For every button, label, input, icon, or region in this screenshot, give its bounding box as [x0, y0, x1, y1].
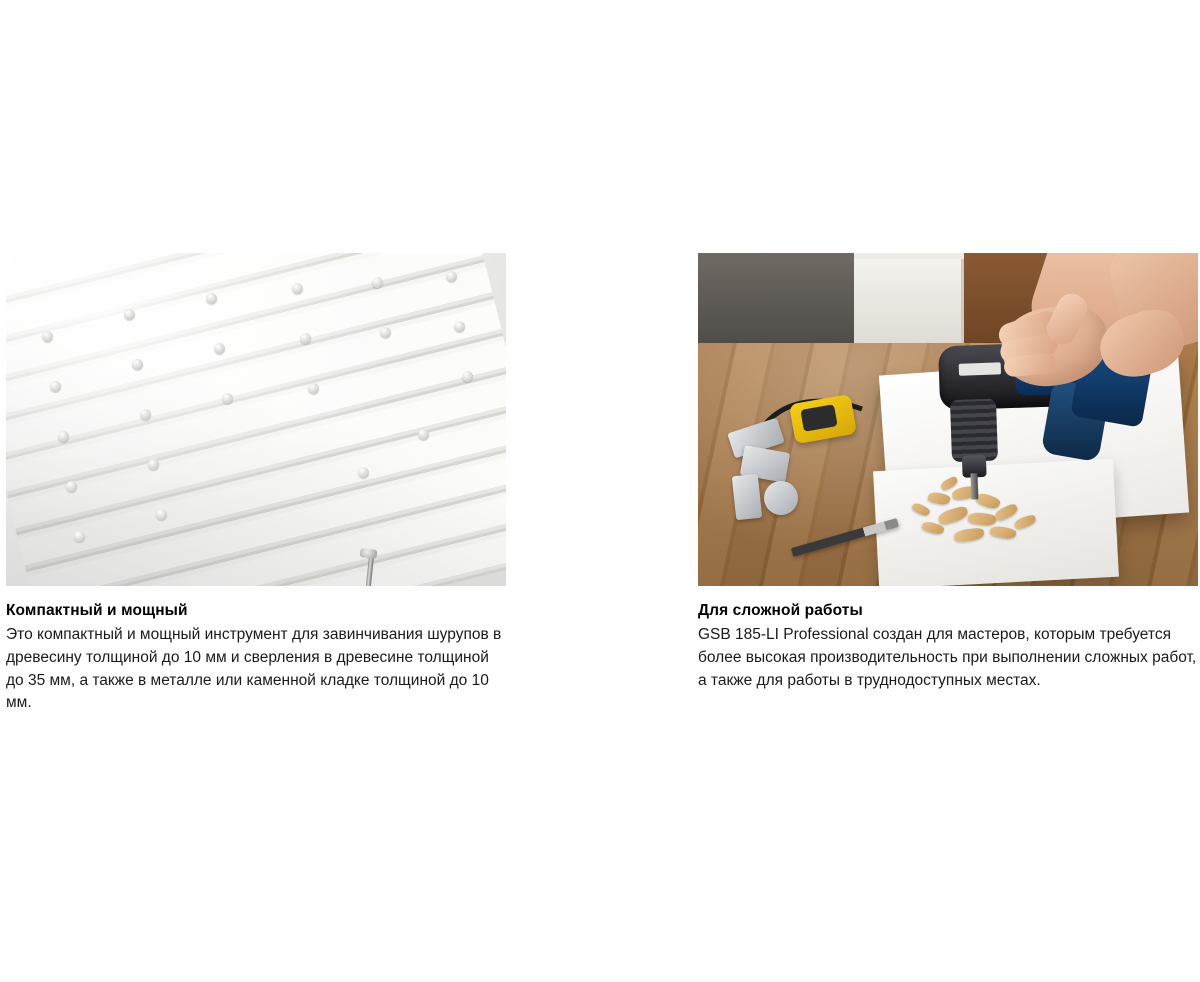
feature-description: GSB 185-LI Professional создан для мастеров, которым требуется более высокая производительность при выполнении сложных работ, а также для работы в труднодоступных местах. [698, 626, 1197, 689]
bolt-icon [58, 431, 69, 442]
hinge-arm [732, 474, 762, 520]
drilling-into-board-photo [698, 253, 1198, 586]
feature-title: Для сложной работы [698, 602, 863, 619]
feature-block-for-hard-work [698, 253, 1198, 692]
bolt-icon [124, 309, 135, 320]
shaving [967, 511, 996, 527]
bolt-icon [206, 293, 217, 304]
bolt-icon [140, 409, 151, 420]
cordless-drill-ceiling-photo [6, 253, 506, 586]
bolt-icon [66, 481, 77, 492]
feature-title: Компактный и мощный [6, 602, 188, 619]
bolt-icon [308, 383, 319, 394]
bolt-icon [148, 459, 159, 470]
bolt-icon [222, 393, 233, 404]
bolt-icon [372, 277, 383, 288]
bolt-icon [214, 343, 225, 354]
feature-block-compact-powerful [6, 253, 506, 715]
drill-bit [970, 473, 978, 499]
bolt-icon [156, 509, 167, 520]
bolt-icon [380, 327, 391, 338]
background-shadow-area [698, 253, 854, 349]
bolt-icon [454, 321, 465, 332]
feature-description: Это компактный и мощный инструмент для завинчивания шурупов в древесину толщиной до 10 мм и сверления в древесине толщиной до 35 мм, а также в металле или каменной кладке толщиной до 10 мм. [6, 626, 502, 712]
drill-chuck [950, 399, 998, 463]
shaving [989, 524, 1017, 540]
bolt-icon [292, 283, 303, 294]
bolt-icon [74, 531, 85, 542]
bolt-icon [446, 271, 457, 282]
shaving [953, 527, 984, 542]
bolt-icon [50, 381, 61, 392]
bolt-icon [300, 333, 311, 344]
bolt-icon [132, 359, 143, 370]
workshop-scene [698, 253, 1198, 586]
hinge-cup [764, 481, 798, 515]
bolt-icon [462, 371, 473, 382]
bolt-icon [358, 467, 369, 478]
bolt-icon [418, 429, 429, 440]
shaving [1013, 514, 1037, 530]
shaving [937, 505, 969, 526]
bolt-icon [42, 331, 53, 342]
hand-on-battery [1098, 273, 1198, 393]
